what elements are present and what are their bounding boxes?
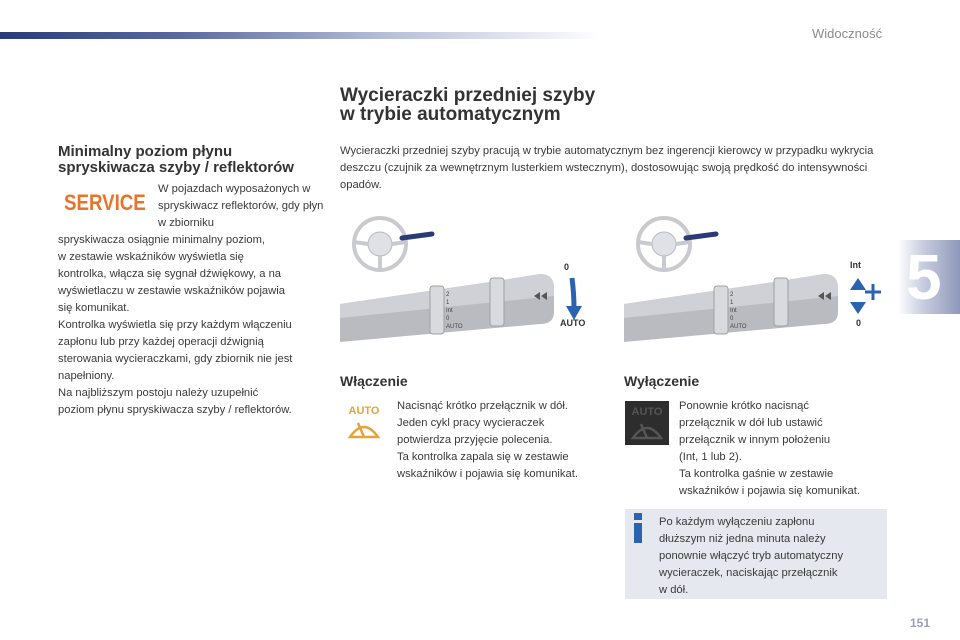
auto-wipers-description: Wycieraczki przedniej szyby pracują w trybie automatycznym bez ingerencji kierowcy w przypadku wykrycia deszczu (czujnik za wewnętrznym lusterkiem wstecznym), dostosowując swoją prędkość do intensywności opadów. — [340, 145, 874, 191]
wipers-off-text: Ponownie krótko nacisnąć przełącznik w dół lub ustawić przełącznik w innym położeniu (Int, 1 lub 2). Ta kontrolka gaśnie w zestawie wskaźników i pojawia się komunikat. — [679, 400, 860, 497]
lever-marking: 1 — [730, 300, 734, 306]
lever-marking: 2 — [446, 292, 450, 298]
steering-wheel-icon — [354, 218, 432, 270]
section-title: Widoczność — [812, 26, 883, 41]
lever-marking: AUTO — [446, 324, 463, 330]
auto-wipers-title: Wycieraczki przedniej szyby w trybie automatycznym — [340, 85, 596, 125]
lever-marking: 0 — [446, 316, 450, 322]
washer-level-title: Minimalny poziom płynu spryskiwacza szyby / reflektorów — [58, 143, 294, 176]
info-icon — [631, 513, 645, 543]
arrow-up-icon — [850, 278, 866, 290]
washer-level-body: spryskiwacza osiągnie minimalny poziom, w zestawie wskaźników wyświetla się kontrolka, włącza się sygnał dźwiękowy, a na wyświetlaczu w zestawie wskaźników pojawia się komunikat. Kontrolka wyświetla się przy każdym włączeniu zapłonu lub przy każdej operacji dźwignią sterowania wycieraczkami, gdy zbiornik nie jest napełniony. Na najbliższym postoju należy uzupełnić poziom płynu spryskiwacza szyby / reflektorów. — [58, 234, 293, 416]
chapter-number: 5 — [898, 240, 960, 314]
header-bar — [0, 32, 600, 39]
illus-label-top: 0 — [564, 262, 570, 272]
illus-label-top: Int — [850, 260, 861, 270]
lever-marking: Int — [446, 308, 453, 314]
wiper-lever — [340, 274, 554, 342]
auto-wiper-off-icon — [625, 401, 669, 445]
lever-marking: 0 — [730, 316, 734, 322]
wipers-on-text: Nacisnąć krótko przełącznik w dół. Jeden cykl pracy wycieraczek potwierdza przyjęcie polecenia. Ta kontrolka zapala się w zestawie wskaźników i pojawia się komunikat. — [397, 400, 578, 480]
wiper-lever — [624, 274, 838, 342]
service-warning-icon: SERVICE — [64, 190, 146, 215]
wipers-on-title: Włączenie — [340, 373, 408, 389]
wiper-lever-illustration-off — [624, 212, 886, 352]
washer-level-intro: W pojazdach wyposażonych w spryskiwacz reflektorów, gdy płyn w zbiorniku — [158, 183, 324, 229]
wipers-off-title: Wyłączenie — [624, 373, 700, 389]
auto-wiper-icon — [342, 401, 386, 445]
lever-marking: 1 — [446, 300, 450, 306]
illus-label-bottom: AUTO — [560, 318, 586, 328]
lever-marking: Int — [730, 308, 737, 314]
svg-text:AUTO: AUTO — [348, 405, 380, 417]
svg-text:AUTO: AUTO — [631, 406, 663, 418]
info-note-text: Po każdym wyłączeniu zapłonu dłuższym niż jedna minuta należy ponownie włączyć tryb automatyczny wycieraczek, naciskając przełącznik w dół. — [659, 516, 844, 596]
lever-marking: AUTO — [730, 324, 747, 330]
steering-wheel-icon — [638, 218, 716, 270]
wiper-lever-illustration-on — [340, 212, 602, 352]
page-number: 151 — [910, 616, 931, 630]
illus-label-bottom: 0 — [856, 318, 862, 328]
arrow-down-icon — [850, 302, 866, 314]
lever-marking: 2 — [730, 292, 734, 298]
